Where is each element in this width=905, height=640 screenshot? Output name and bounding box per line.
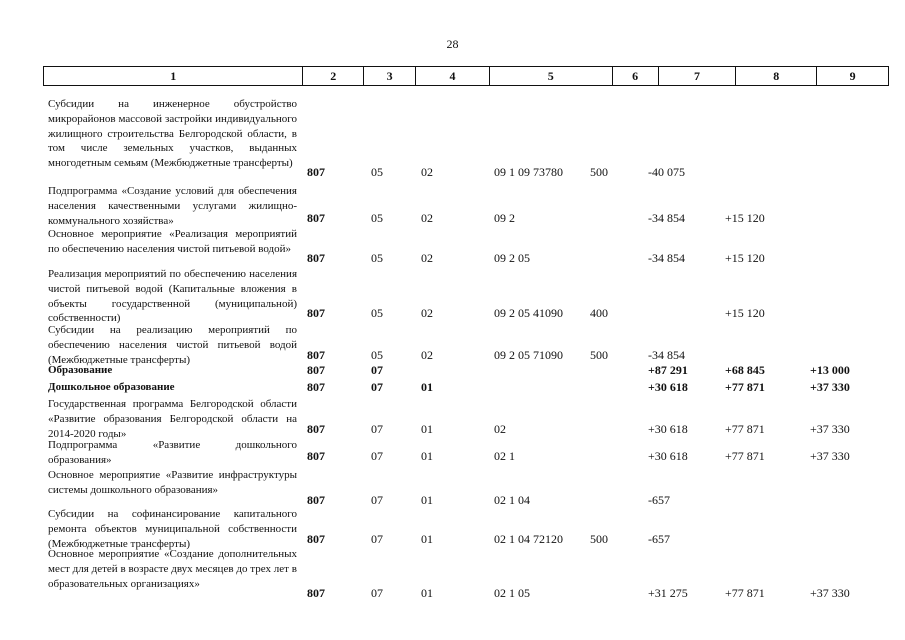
cell-ministry-code: 807 — [307, 380, 325, 394]
cell-ministry-code: 807 — [307, 211, 325, 225]
page-number: 28 — [446, 37, 459, 51]
cell-section: 07 — [371, 532, 383, 546]
cell-ministry-code: 807 — [307, 422, 325, 436]
row-description: Подпрограмма «Развитие дошкольного образования» — [48, 439, 297, 466]
cell-amount-1: -34 854 — [648, 348, 685, 362]
cell-section: 05 — [371, 306, 383, 320]
cell-target-article: 09 1 09 73780 — [494, 165, 563, 179]
cell-subsection: 01 — [421, 380, 433, 394]
cell-amount-1: -40 075 — [648, 165, 685, 179]
cell-expense-type: 500 — [590, 348, 608, 362]
cell-amount-1: -34 854 — [648, 251, 685, 265]
cell-ministry-code: 807 — [307, 532, 325, 546]
cell-target-article: 02 1 04 72120 — [494, 532, 563, 546]
cell-subsection: 02 — [421, 211, 433, 225]
cell-amount-1: +87 291 — [648, 363, 688, 377]
cell-amount-2: +68 845 — [725, 363, 765, 377]
cell-amount-1: +30 618 — [648, 422, 688, 436]
cell-target-article: 09 2 05 71090 — [494, 348, 563, 362]
cell-section: 07 — [371, 422, 383, 436]
cell-amount-1: -657 — [648, 532, 670, 546]
row-description: Дошкольное образование — [48, 381, 175, 393]
table-row — [0, 267, 905, 323]
cell-amount-1: +30 618 — [648, 449, 688, 463]
cell-amount-2: +15 120 — [725, 306, 765, 320]
cell-amount-1: +30 618 — [648, 380, 688, 394]
table-row — [0, 468, 905, 510]
cell-target-article: 09 2 05 — [494, 251, 530, 265]
cell-subsection: 01 — [421, 532, 433, 546]
cell-ministry-code: 807 — [307, 348, 325, 362]
cell-target-article: 09 2 05 41090 — [494, 306, 563, 320]
cell-amount-1: +31 275 — [648, 586, 688, 600]
table-header — [43, 66, 889, 86]
column-header-8: 8 — [736, 67, 817, 85]
cell-amount-1: -34 854 — [648, 211, 685, 225]
cell-amount-2: +77 871 — [725, 422, 765, 436]
cell-ministry-code: 807 — [307, 586, 325, 600]
cell-ministry-code: 807 — [307, 251, 325, 265]
row-description: Субсидии на реализацию мероприятий по обеспечению населения чистой питьевой водой (Межбюджетные трансферты) — [48, 324, 297, 366]
table-row — [0, 438, 905, 468]
cell-subsection: 02 — [421, 251, 433, 265]
table-row — [0, 397, 905, 439]
cell-ministry-code: 807 — [307, 306, 325, 320]
cell-expense-type: 500 — [590, 165, 608, 179]
column-header-4: 4 — [416, 67, 490, 85]
column-header-9: 9 — [849, 69, 856, 83]
cell-target-article: 02 — [494, 422, 506, 436]
column-header-3: 3 — [364, 67, 416, 85]
cell-target-article: 02 1 — [494, 449, 515, 463]
cell-section: 05 — [371, 165, 383, 179]
cell-amount-3: +37 330 — [810, 422, 850, 436]
row-description: Подпрограмма «Создание условий для обеспечения населения качественными услугами жилищно-коммунального хозяйства» — [48, 185, 297, 227]
row-description: Основное мероприятие «Развитие инфраструктуры системы дошкольного образования» — [48, 469, 297, 496]
table-row — [0, 184, 905, 228]
cell-amount-2: +77 871 — [725, 449, 765, 463]
cell-target-article: 02 1 04 — [494, 493, 530, 507]
cell-amount-3: +13 000 — [810, 363, 850, 377]
column-header-6: 6 — [613, 67, 659, 85]
cell-amount-2: +15 120 — [725, 251, 765, 265]
cell-expense-type: 400 — [590, 306, 608, 320]
cell-section: 05 — [371, 251, 383, 265]
cell-subsection: 01 — [421, 493, 433, 507]
cell-ministry-code: 807 — [307, 493, 325, 507]
cell-amount-2: +15 120 — [725, 211, 765, 225]
row-description: Субсидии на софинансирование капитального ремонта объектов муниципальной собственности (Межбюджетные трансферты) — [48, 508, 297, 550]
cell-subsection: 02 — [421, 165, 433, 179]
cell-amount-3: +37 330 — [810, 586, 850, 600]
table-row-section — [0, 363, 905, 379]
cell-ministry-code: 807 — [307, 165, 325, 179]
cell-ministry-code: 807 — [307, 449, 325, 463]
cell-subsection: 01 — [421, 449, 433, 463]
cell-subsection: 01 — [421, 422, 433, 436]
row-description: Субсидии на инженерное обустройство микрорайонов массовой застройки индивидуального жилищного строительства Белгородской области, в том числе земельных участков, выданных многодетным семьям (Межбюджетные трансферты) — [48, 98, 297, 170]
cell-amount-2: +77 871 — [725, 380, 765, 394]
cell-target-article: 02 1 05 — [494, 586, 530, 600]
cell-subsection: 02 — [421, 306, 433, 320]
row-description: Образование — [48, 364, 113, 376]
table-row — [0, 507, 905, 549]
cell-amount-1: -657 — [648, 493, 670, 507]
cell-amount-2: +77 871 — [725, 586, 765, 600]
table-row — [0, 323, 905, 365]
cell-amount-3: +37 330 — [810, 449, 850, 463]
cell-section: 07 — [371, 586, 383, 600]
cell-amount-3: +37 330 — [810, 380, 850, 394]
cell-ministry-code: 807 — [307, 363, 325, 377]
row-description: Основное мероприятие «Создание дополнительных мест для детей в возрасте двух месяцев до трех лет в образовательных организациях» — [48, 548, 297, 590]
cell-section: 07 — [371, 363, 383, 377]
table-row — [0, 97, 905, 181]
column-header-1: 1 — [44, 67, 303, 85]
cell-section: 05 — [371, 211, 383, 225]
cell-subsection: 02 — [421, 348, 433, 362]
table-row — [0, 227, 905, 267]
column-header-7: 7 — [659, 67, 737, 85]
cell-section: 05 — [371, 348, 383, 362]
cell-expense-type: 500 — [590, 532, 608, 546]
cell-target-article: 09 2 — [494, 211, 515, 225]
row-description: Реализация мероприятий по обеспечению населения чистой питьевой водой (Капитальные вложения в объекты государственной (муниципальной) собственности) — [48, 268, 297, 325]
cell-subsection: 01 — [421, 586, 433, 600]
column-header-5: 5 — [490, 67, 613, 85]
row-description: Государственная программа Белгородской области «Развитие образования Белгородской области на 2014-2020 годы» — [48, 398, 297, 440]
table-row — [0, 547, 905, 603]
cell-section: 07 — [371, 449, 383, 463]
table-row-section — [0, 380, 905, 396]
cell-section: 07 — [371, 380, 383, 394]
row-description: Основное мероприятие «Реализация мероприятий по обеспечению населения чистой питьевой водой» — [48, 228, 297, 255]
column-header-2: 2 — [303, 67, 364, 85]
cell-section: 07 — [371, 493, 383, 507]
